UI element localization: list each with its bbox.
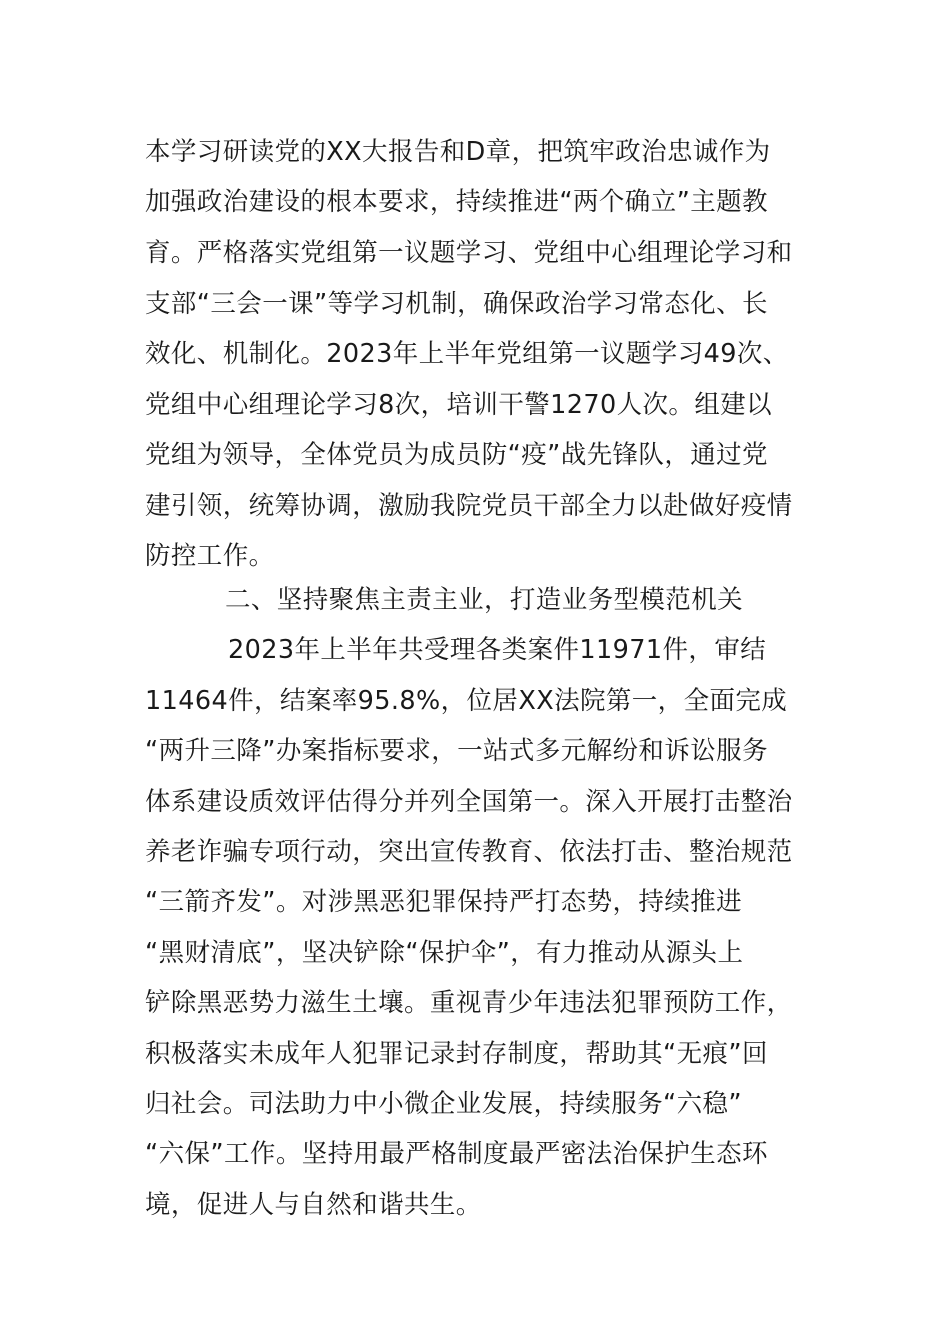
paragraph-2-line: “三箭齐发”。对涉黑恶犯罪保持严打态势，持续推进 — [145, 887, 743, 917]
paragraph-1-line: 加强政治建设的根本要求，持续推进“两个确立”主题教 — [145, 187, 768, 217]
paragraph-1-line: 效化、机制化。2023年上半年党组第一议题学习49次、 — [145, 339, 789, 369]
paragraph-1-line: 育。严格落实党组第一议题学习、党组中心组理论学习和 — [145, 238, 793, 268]
paragraph-2-line: 归社会。司法助力中小微企业发展，持续服务“六稳” — [145, 1089, 743, 1119]
paragraph-1-line: 党组中心组理论学习8次，培训干警1270人次。组建以 — [145, 390, 773, 420]
paragraph-2-line: 2023年上半年共受理各类案件11971件，审结 — [228, 635, 767, 665]
paragraph-2-line: “六保”工作。坚持用最严格制度最严密法治保护生态环 — [145, 1139, 768, 1169]
paragraph-2-line: 11464件，结案率95.8%，位居XX法院第一，全面完成 — [145, 686, 788, 716]
paragraph-2-line: 体系建设质效评估得分并列全国第一。深入开展打击整治 — [145, 787, 793, 817]
section-heading: 二、坚持聚焦主责主业，打造业务型模范机关 — [225, 585, 744, 615]
paragraph-2-line: “两升三降”办案指标要求，一站式多元解纷和诉讼服务 — [145, 736, 768, 766]
paragraph-1-line: 支部“三会一课”等学习机制，确保政治学习常态化、长 — [145, 289, 768, 319]
paragraph-2-line: 积极落实未成年人犯罪记录封存制度，帮助其“无痕”回 — [145, 1039, 768, 1069]
paragraph-1-line: 党组为领导，全体党员为成员防“疫”战先锋队，通过党 — [145, 440, 768, 470]
paragraph-1-line: 防控工作。 — [145, 541, 275, 571]
paragraph-2-line: 养老诈骗专项行动，突出宣传教育、依法打击、整治规范 — [145, 837, 793, 867]
paragraph-2-line: 境，促进人与自然和谐共生。 — [145, 1190, 482, 1220]
paragraph-1-line: 本学习研读党的XX大报告和D章，把筑牢政治忠诚作为 — [145, 137, 771, 167]
paragraph-1-line: 建引领，统筹协调，激励我院党员干部全力以赴做好疫情 — [145, 491, 793, 521]
paragraph-2-line: 铲除黑恶势力滋生土壤。重视青少年违法犯罪预防工作， — [145, 988, 793, 1018]
paragraph-2-line: “黑财清底”，坚决铲除“保护伞”，有力推动从源头上 — [145, 938, 744, 968]
